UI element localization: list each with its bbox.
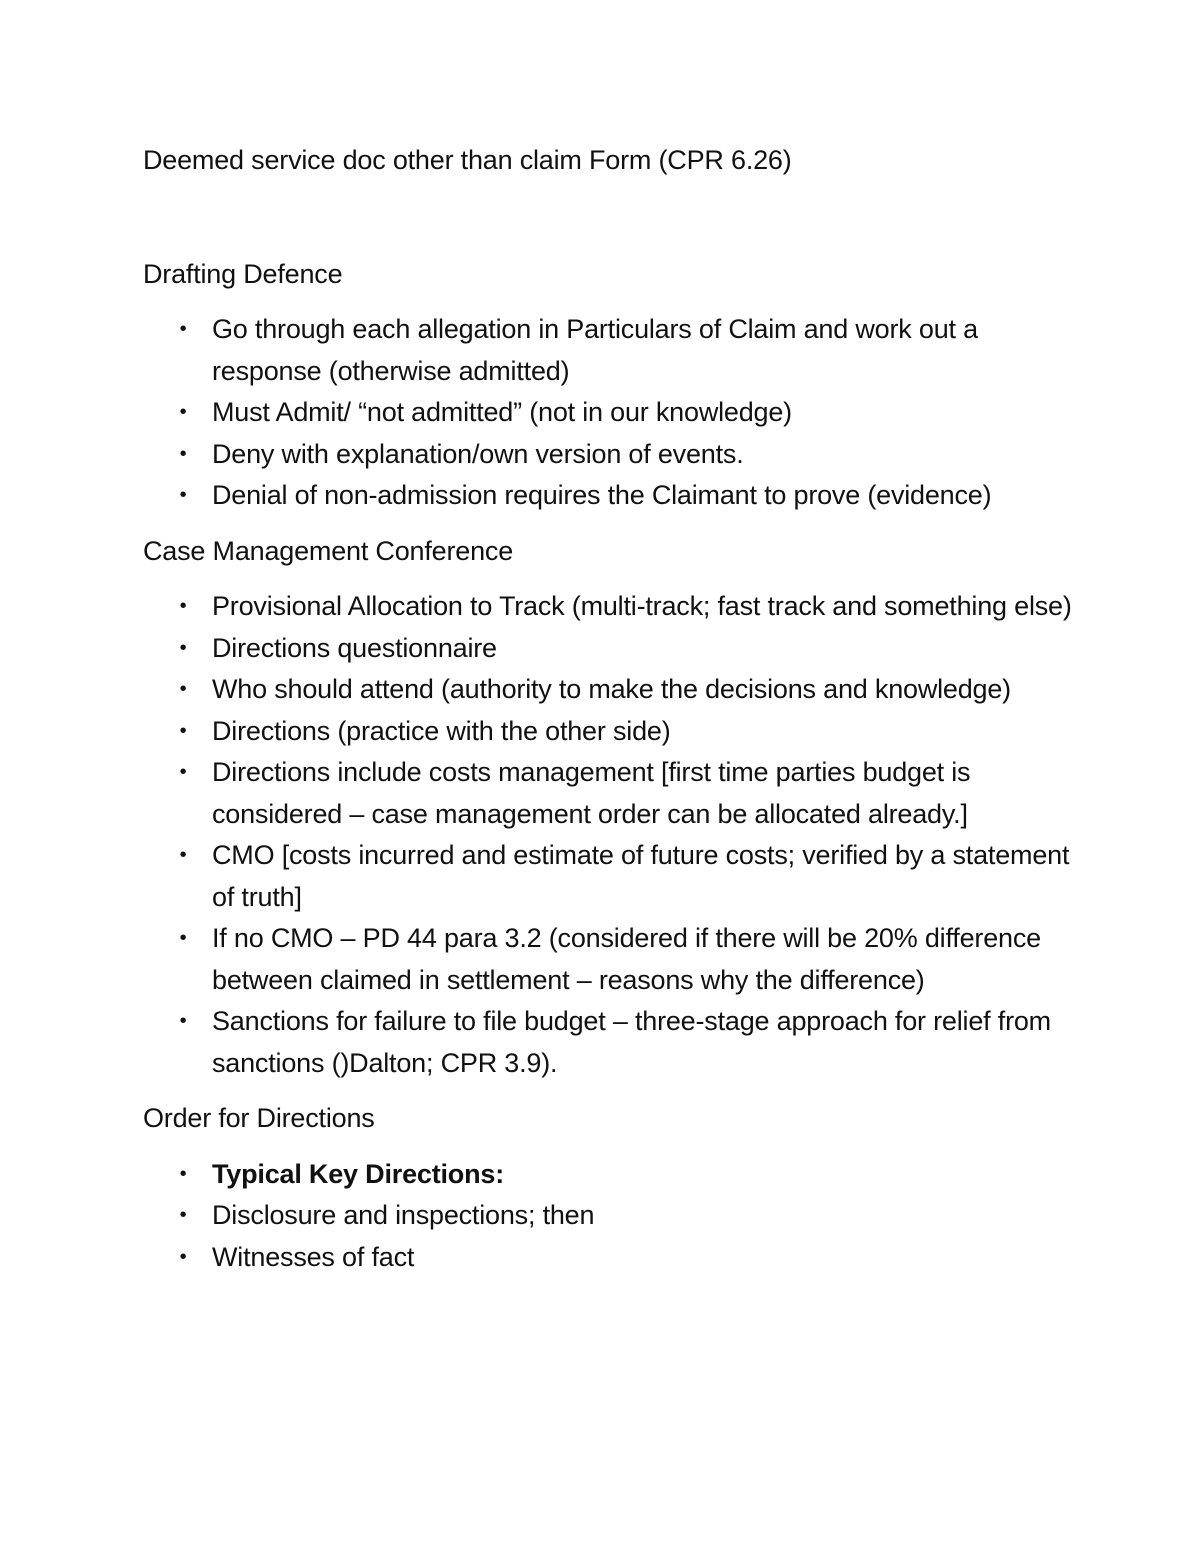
list-item xyxy=(143,918,1083,1001)
list-item xyxy=(143,752,1083,835)
bullet-icon: • xyxy=(179,595,187,617)
bullet-icon: • xyxy=(179,844,187,866)
section-heading-drafting-defence: Drafting Defence xyxy=(143,258,343,289)
list-item-text: Deny with explanation/own version of events. xyxy=(212,438,744,469)
list-item-text-bold: Typical Key Directions: xyxy=(212,1158,504,1189)
list-item xyxy=(143,1154,1083,1196)
list-item-text: Directions (practice with the other side) xyxy=(212,715,671,746)
bullet-icon: • xyxy=(179,442,187,465)
bullet-icon: • xyxy=(179,1245,187,1268)
list-item xyxy=(143,392,1083,434)
bullet-icon: • xyxy=(179,401,187,423)
bullet-icon: • xyxy=(179,484,187,506)
list-item-text: Directions questionnaire xyxy=(212,632,497,663)
bullet-icon: • xyxy=(179,1162,187,1185)
bullet-icon: • xyxy=(179,636,187,659)
document-title: Deemed service doc other than claim Form (CPR 6.26) xyxy=(143,145,792,175)
list-item-text: Who should attend (authority to make the decisions and knowledge) xyxy=(212,674,1011,704)
bullet-list-case-management-conference xyxy=(143,586,1083,1084)
list-item-text: Directions include costs management [first time parties budget is considered – case management order can be allocated already.] xyxy=(212,757,971,829)
list-item xyxy=(143,586,1083,628)
list-item-text: Witnesses of fact xyxy=(212,1241,415,1272)
list-item xyxy=(143,1195,1083,1237)
bullet-icon: • xyxy=(179,719,187,742)
list-item xyxy=(143,1001,1083,1084)
list-item xyxy=(143,475,1083,517)
bullet-list-drafting-defence xyxy=(143,309,1083,517)
list-item xyxy=(143,628,1083,670)
section-heading-order-for-directions: Order for Directions xyxy=(143,1103,375,1133)
list-item xyxy=(143,1237,1083,1279)
list-item-text: Must Admit/ “not admitted” (not in our knowledge) xyxy=(212,397,792,427)
list-item xyxy=(143,835,1083,918)
list-item-text: Disclosure and inspections; then xyxy=(212,1200,595,1230)
list-item xyxy=(143,669,1083,711)
list-item-text: If no CMO – PD 44 para 3.2 (considered if there will be 20% difference between claimed in settlement – reasons why the difference) xyxy=(212,923,1041,995)
list-item-text: Go through each allegation in Particulars of Claim and work out a response (otherwise admitted) xyxy=(212,314,978,386)
list-item-text: Provisional Allocation to Track (multi-track; fast track and something else) xyxy=(212,591,1072,621)
list-item xyxy=(143,434,1083,476)
bullet-icon: • xyxy=(179,678,187,700)
list-item xyxy=(143,309,1083,392)
bullet-icon: • xyxy=(179,1204,187,1226)
bullet-icon: • xyxy=(179,761,187,783)
document-body xyxy=(143,140,1083,1292)
bullet-icon: • xyxy=(179,318,187,340)
list-item-text: Sanctions for failure to file budget – three-stage approach for relief from sanctions ()Dalton; CPR 3.9). xyxy=(212,1006,1051,1078)
bullet-icon: • xyxy=(179,927,187,949)
section-heading-case-management-conference: Case Management Conference xyxy=(143,535,514,566)
list-item xyxy=(143,711,1083,753)
list-item-text: Denial of non-admission requires the Claimant to prove (evidence) xyxy=(212,480,992,510)
bullet-list-order-for-directions xyxy=(143,1154,1083,1279)
bullet-icon: • xyxy=(179,1010,187,1032)
list-item-text: CMO [costs incurred and estimate of future costs; verified by a statement of truth] xyxy=(212,840,1070,912)
